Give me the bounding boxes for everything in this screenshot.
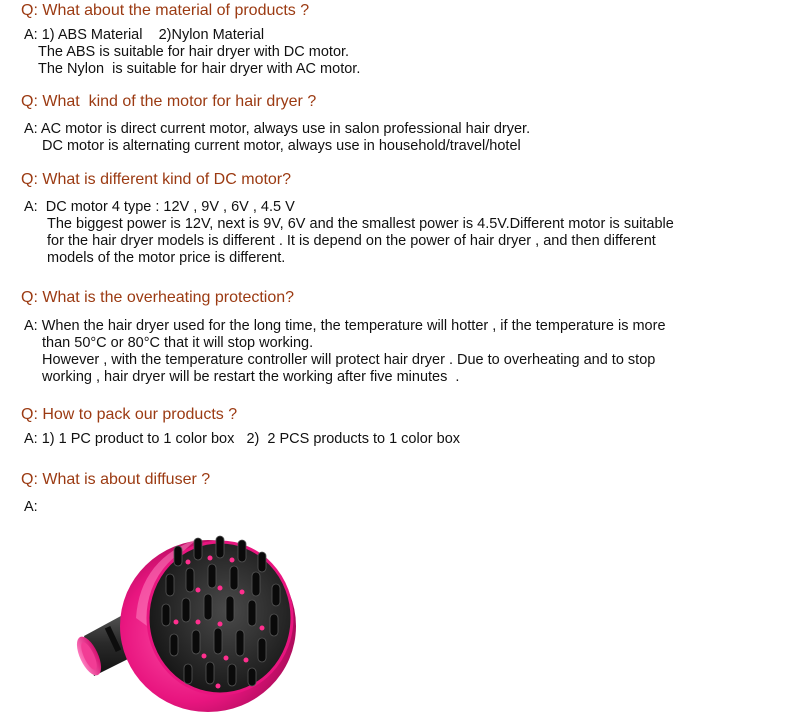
faq-question-material: Q: What about the material of products ? xyxy=(21,2,310,19)
faq-answer-line: The Nylon is suitable for hair dryer with AC motor. xyxy=(38,61,361,77)
faq-answer-line: than 50°C or 80°C that it will stop working. xyxy=(42,335,314,351)
faq-answer-line: The biggest power is 12V, next is 9V, 6V and the smallest power is 4.5V.Different motor is suitable xyxy=(47,216,674,232)
faq-question-diffuser: Q: What is about diffuser ? xyxy=(21,471,211,488)
hair-dryer-diffuser-image xyxy=(70,518,300,718)
faq-answer-line: DC motor is alternating current motor, always use in household/travel/hotel xyxy=(42,138,521,154)
faq-question-dc-motor: Q: What is different kind of DC motor? xyxy=(21,171,292,188)
faq-question-overheating: Q: What is the overheating protection? xyxy=(21,289,295,306)
faq-answer-line: models of the motor price is different. xyxy=(47,250,286,266)
faq-answer-line: A: DC motor 4 type : 12V , 9V , 6V , 4.5 V xyxy=(24,199,295,215)
faq-answer-line: A: 1) ABS Material 2)Nylon Material xyxy=(24,27,265,43)
faq-answer-line: However , with the temperature controller will protect hair dryer . Due to overheating and to stop xyxy=(42,352,656,368)
faq-answer-line: The ABS is suitable for hair dryer with DC motor. xyxy=(38,44,350,60)
faq-answer-line: A: When the hair dryer used for the long time, the temperature will hotter , if the temperature is more xyxy=(24,318,666,334)
faq-answer-line: working , hair dryer will be restart the working after five minutes . xyxy=(42,369,460,385)
faq-answer-line: A: xyxy=(24,499,38,515)
faq-question-motor-kind: Q: What kind of the motor for hair dryer ? xyxy=(21,93,317,110)
faq-answer-line: A: 1) 1 PC product to 1 color box 2) 2 PCS products to 1 color box xyxy=(24,431,461,447)
faq-question-packing: Q: How to pack our products ? xyxy=(21,406,238,423)
faq-answer-line: A: AC motor is direct current motor, always use in salon professional hair dryer. xyxy=(24,121,531,137)
faq-answer-line: for the hair dryer models is different . It is depend on the power of hair dryer , and then different xyxy=(47,233,656,249)
